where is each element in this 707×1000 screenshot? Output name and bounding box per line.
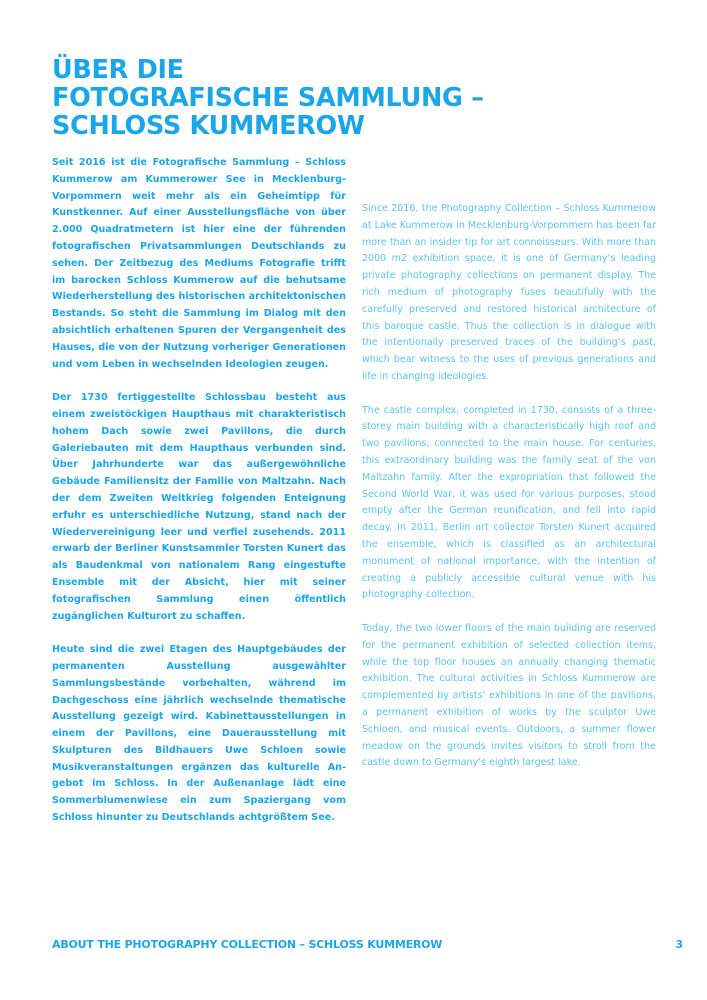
english-paragraph-1: Since 2016, the Photography Collection – Schloss Kummerow at Lake Kummerow in Mecklenburg-Vorpommern has been far more than an insider tip for art connoisseurs. With more than 2000 m2 exhibition space, it is one of Germany’s leading private photography collections on permanent display. The rich medium of photography fuses beautifully with the carefully preserved and restored historical architecture of this baroque castle. Thus the collection is in dialogue with the intentionally preserved traces of the building’s past, which bear witness to the uses of previous generations and life in changing ideologies. xyxy=(362,203,656,382)
page-title-line-3: SCHLOSS KUMMEROW xyxy=(52,111,365,141)
german-paragraph-3: Heute sind die zwei Etagen des Hauptgebäudes der permanenten Ausstellung ausgewählter Sammlungsbestände vorbehalten, während im Dachgeschoss eine jährlich wechselnde thematische Ausstellung gezeigt wird. Kabinettausstellungen in einem der Pavillons, eine Dauerausstellung mit Skulpturen des Bildhauers Uwe Schloen sowie Musikveranstaltungen ergänzen das kulturelle Angebot im Schloss. In der Außenanlage lädt eine Sommerblumenwiese ein zum Spaziergang vom Schloss hinunter zu Deutschlands achtgrößtem See. xyxy=(52,644,346,824)
page-title-line-1: ÜBER DIE xyxy=(52,55,184,85)
page-title-line-2: FOTOGRAFISCHE SAMMLUNG – xyxy=(52,83,484,113)
german-paragraph-1: Seit 2016 ist die Fotografische Sammlung – Schloss Kummerow am Kummerower See in Mecklenburg-Vorpommern weit mehr als ein Geheimtipp für Kunstkenner. Auf einer Ausstellungsfläche von über 2.000 Quadratmetern ist hier eine der führenden fotografischen Privatsammlungen Deutschlands zu sehen. Der Zeitbezug des Mediums Fotografie trifft im barocken Schloss Kummerow auf die behutsame Wiederherstellung des historischen architektonischen Bestands. So steht die Sammlung im Dialog mit den absichtlich erhaltenen Spuren der Vergangenheit des Hauses, die von der Nutzung vorheriger Generationen und vom Leben in wechselnden Ideologien zeugen. xyxy=(52,157,346,370)
page-title xyxy=(52,56,652,140)
english-text-column xyxy=(362,201,656,789)
footer-running-title: ABOUT THE PHOTOGRAPHY COLLECTION – SCHLOSS KUMMEROW xyxy=(52,938,443,951)
page-number: 3 xyxy=(675,938,683,951)
english-paragraph-2: The castle complex, completed in 1730, consists of a three-storey main building with a characteristically high roof and two pavilions, connected to the main house. For centuries, this extraordinary building was the family seat of the von Maltzahn family. After the expropriation that followed the Second World War, it was used for various purposes, stood empty after the German reunification, and fell into rapid decay. In 2011, Berlin art collector Torsten Kunert acquired the ensemble, which is classified as an architectural monument of national importance, with the intention of creating a publicly accessible cultural venue with his photography collection. xyxy=(362,404,656,601)
english-paragraph-3: Today, the two lower floors of the main building are reserved for the permanent exhibition of selected collection items, while the top floor houses an annually changing thematic exhibition. The cultural activities in Schloss Kummerow are complemented by artists’ exhibitions in one of the pavilions, a permanent exhibition of works by the sculptor Uwe Schloen, and musical events. Outdoors, a summer flower meadow on the grounds invites visitors to stroll from the castle down to Germany’s eighth largest lake. xyxy=(362,622,656,769)
german-text-column xyxy=(52,155,346,844)
german-paragraph-2: Der 1730 fertiggestellte Schlossbau besteht aus einem zweistöckigen Haupthaus mit charakteristisch hohem Dach sowie zwei Pavillons, die durch Galeriebauten mit dem Haupthaus verbunden sind. Über Jahrhunderte war das außergewöhnliche Gebäude Familiensitz der Familie von Maltzahn. Nach der dem Zweiten Weltkrieg folgenden Enteignung erfuhr es unterschiedliche Nutzung, stand nach der Wiedervereinigung leer und verfiel zusehends. 2011 erwarb der Berliner Kunstsammler Torsten Kunert das als Baudenkmal von nationalem Rang eingestufte Ensemble mit der Absicht, hier mit seiner fotografischen Sammlung einen öffentlich zugänglichen Kulturort zu schaffen. xyxy=(52,392,346,622)
